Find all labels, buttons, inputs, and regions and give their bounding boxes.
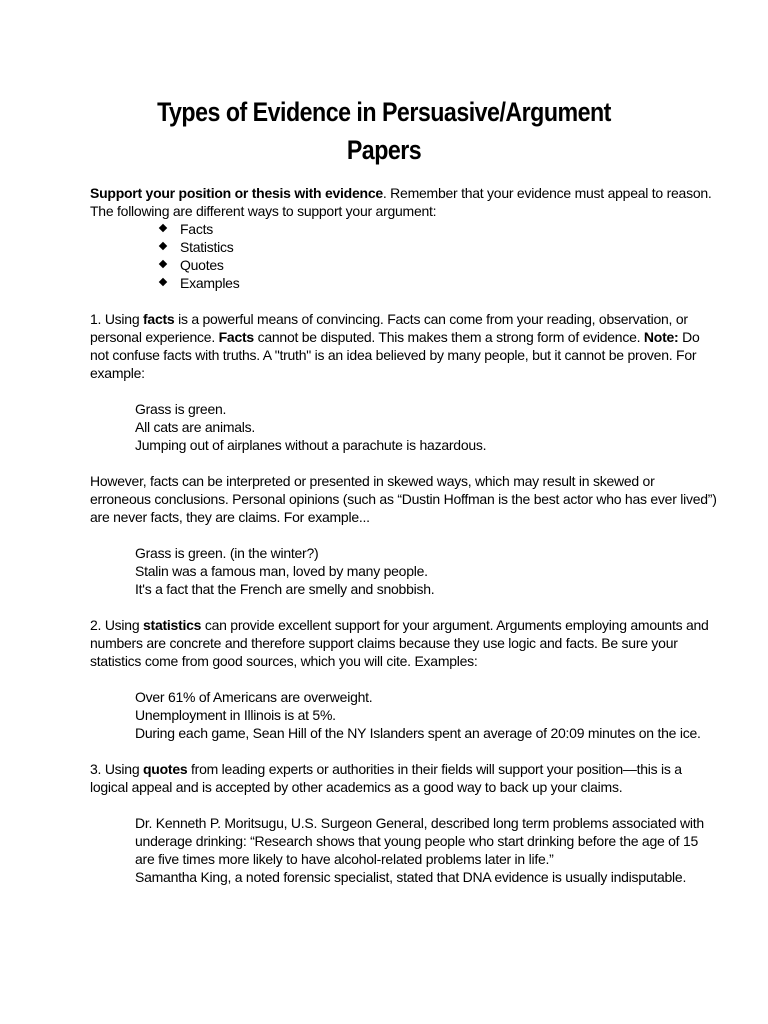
bullet-item: Facts — [90, 220, 710, 238]
diamond-bullet-icon — [159, 260, 167, 268]
however-line-2: erroneous conclusions. Personal opinions (such as “Dustin Hoffman is the best actor who has ever lived”) — [90, 491, 717, 507]
quotes-line-2: logical appeal and is accepted by other academics as a good way to back up your claims. — [90, 779, 623, 795]
however-line-3: are never facts, they are claims. For example... — [90, 509, 370, 525]
quotes-example: underage drinking: “Research shows that young people who start drinking before the age of 15 — [135, 833, 699, 849]
however-line-1: However, facts can be interpreted or presented in skewed ways, which may result in skewed or — [90, 473, 655, 489]
facts-line-4: example: — [90, 365, 145, 381]
title-line-2: Papers — [346, 135, 422, 165]
title-line-1: Types of Evidence in Persuasive/Argument — [157, 97, 611, 127]
facts-example: All cats are animals. — [135, 419, 256, 435]
quotes-example: Dr. Kenneth P. Moritsugu, U.S. Surgeon General, described long term problems associated with — [135, 815, 704, 831]
however-example: Grass is green. (in the winter?) — [135, 545, 319, 561]
quotes-line-1: 3. Using quotes from leading experts or authorities in their fields will support your position—this is a — [90, 761, 682, 777]
page-title — [105, 93, 662, 169]
bullet-item: Examples — [90, 274, 710, 292]
diamond-bullet-icon — [159, 224, 167, 232]
facts-example: Grass is green. — [135, 401, 227, 417]
intro-rest: . Remember that your evidence must appeal to reason. — [382, 185, 712, 201]
diamond-bullet-icon — [159, 278, 167, 286]
intro-line-1 — [90, 184, 710, 202]
bullet-item: Quotes — [90, 256, 710, 274]
document-body — [90, 184, 717, 886]
quotes-example: Samantha King, a noted forensic specialist, stated that DNA evidence is usually indisputable. — [135, 869, 687, 885]
statistics-example: During each game, Sean Hill of the NY Islanders spent an average of 20:09 minutes on the ice. — [135, 725, 701, 741]
statistics-line-2: numbers are concrete and therefore support claims because they use logic and facts. Be sure your — [90, 635, 678, 651]
bullet-list — [90, 220, 710, 292]
statistics-example: Unemployment in Illinois is at 5%. — [135, 707, 336, 723]
quotes-example: are five times more likely to have alcohol-related problems later in life.” — [135, 851, 554, 867]
intro-bold: Support your position or thesis with evidence — [90, 185, 383, 201]
facts-line-3: not confuse facts with truths. A "truth" is an idea believed by many people, but it cannot be proven. For — [90, 347, 697, 363]
diamond-bullet-icon — [159, 242, 167, 250]
statistics-line-3: statistics come from good sources, which you will cite. Examples: — [90, 653, 478, 669]
statistics-line-1: 2. Using statistics can provide excellent support for your argument. Arguments employing amounts and — [90, 617, 709, 633]
bullet-item: Statistics — [90, 238, 710, 256]
statistics-example: Over 61% of Americans are overweight. — [135, 689, 373, 705]
facts-example: Jumping out of airplanes without a parachute is hazardous. — [135, 437, 487, 453]
however-example: It's a fact that the French are smelly and snobbish. — [135, 581, 435, 597]
intro-line-2: The following are different ways to support your argument: — [90, 203, 437, 219]
however-example: Stalin was a famous man, loved by many people. — [135, 563, 428, 579]
facts-line-2: personal experience. Facts cannot be disputed. This makes them a strong form of evidence. Note: Do — [90, 329, 700, 345]
facts-line-1: 1. Using facts is a powerful means of convincing. Facts can come from your reading, observation, or — [90, 311, 688, 327]
